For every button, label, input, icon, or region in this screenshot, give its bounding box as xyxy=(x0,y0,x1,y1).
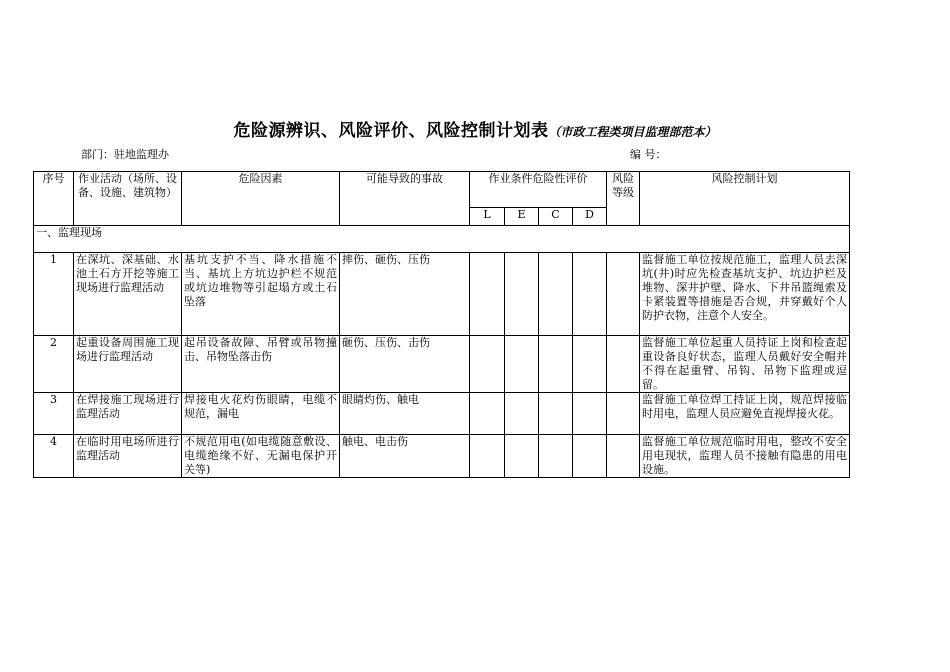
row-D xyxy=(573,393,607,435)
header-control: 风险控制计划 xyxy=(640,172,850,226)
row-control: 监督施工单位起重人员持证上岗和检查起重设备良好状态，监理人员戴好安全帽并不得在起重臂、吊钩、吊物下监理或逗留。 xyxy=(640,336,850,393)
row-D xyxy=(573,253,607,336)
row-L xyxy=(470,253,505,336)
section-row xyxy=(34,226,850,253)
table-row xyxy=(34,253,850,336)
row-seq: 1 xyxy=(34,253,74,336)
row-hazard: 不规范用电(如电缆随意敷设、电缆绝缘不好、无漏电保护开关等) xyxy=(182,435,340,478)
title-subtitle: （市政工程类项目监理部范本） xyxy=(548,125,717,139)
row-control: 监督施工单位规范临时用电，整改不安全用电现状，监理人员不接触有隐患的用电设施。 xyxy=(640,435,850,478)
row-level xyxy=(607,253,640,336)
row-E xyxy=(505,435,539,478)
row-D xyxy=(573,336,607,393)
row-activity: 在焊接施工现场进行监理活动 xyxy=(74,393,182,435)
row-hazard: 起吊设备故障、吊臂或吊物撞击、吊物坠落击伤 xyxy=(182,336,340,393)
number-label: 编 号： xyxy=(630,148,667,161)
row-activity: 在临时用电场所进行监理活动 xyxy=(74,435,182,478)
header-row xyxy=(34,172,850,208)
row-level xyxy=(607,393,640,435)
row-L xyxy=(470,435,505,478)
row-accident: 摔伤、砸伤、压伤 xyxy=(340,253,470,336)
department-label: 部门：驻地监理办 xyxy=(81,148,169,161)
row-hazard: 基坑支护不当、降水措施不当、基坑上方坑边护栏不规范或坑边堆物等引起塌方或土石坠落 xyxy=(182,253,340,336)
table-row xyxy=(34,393,850,435)
header-seq: 序号 xyxy=(34,172,74,226)
row-E xyxy=(505,253,539,336)
row-E xyxy=(505,393,539,435)
risk-table xyxy=(33,171,850,478)
header-risk-level: 风险等级 xyxy=(607,172,640,226)
row-C xyxy=(539,253,573,336)
row-L xyxy=(470,336,505,393)
section-title: 一、监理现场 xyxy=(34,226,850,253)
header-activity: 作业活动（场所、设备、设施、建筑物） xyxy=(74,172,182,226)
table-row xyxy=(34,435,850,478)
row-control: 监督施工单位焊工持证上岗，规范焊接临时用电，监理人员应避免直视焊接火花。 xyxy=(640,393,850,435)
header-accident: 可能导致的事故 xyxy=(340,172,470,226)
row-L xyxy=(470,393,505,435)
header-eval-group: 作业条件危险性评价 xyxy=(470,172,607,208)
row-seq: 3 xyxy=(34,393,74,435)
row-hazard: 焊接电火花灼伤眼睛，电缆不规范，漏电 xyxy=(182,393,340,435)
row-control: 监督施工单位按规范施工，监理人员去深坑(井)时应先检查基坑支护、坑边护栏及堆物、深井护壁、降水、下井吊篮绳索及卡紧装置等措施是否合规，并穿戴好个人防护衣物，注意个人安全。 xyxy=(640,253,850,336)
row-activity: 起重设备周围施工现场进行监理活动 xyxy=(74,336,182,393)
row-C xyxy=(539,336,573,393)
row-activity: 在深坑、深基础、水池土石方开挖等施工现场进行监理活动 xyxy=(74,253,182,336)
row-level xyxy=(607,336,640,393)
row-E xyxy=(505,336,539,393)
row-C xyxy=(539,393,573,435)
row-D xyxy=(573,435,607,478)
row-accident: 砸伤、压伤、击伤 xyxy=(340,336,470,393)
row-seq: 4 xyxy=(34,435,74,478)
document-title xyxy=(0,116,950,141)
header-hazard: 危险因素 xyxy=(182,172,340,226)
row-accident: 触电、电击伤 xyxy=(340,435,470,478)
row-seq: 2 xyxy=(34,336,74,393)
header-L: L xyxy=(470,208,505,226)
row-C xyxy=(539,435,573,478)
row-level xyxy=(607,435,640,478)
header-D: D xyxy=(573,208,607,226)
row-accident: 眼睛灼伤、触电 xyxy=(340,393,470,435)
header-C: C xyxy=(539,208,573,226)
table-row xyxy=(34,336,850,393)
header-E: E xyxy=(505,208,539,226)
title-main: 危险源辨识、风险评价、风险控制计划表 xyxy=(233,121,549,141)
